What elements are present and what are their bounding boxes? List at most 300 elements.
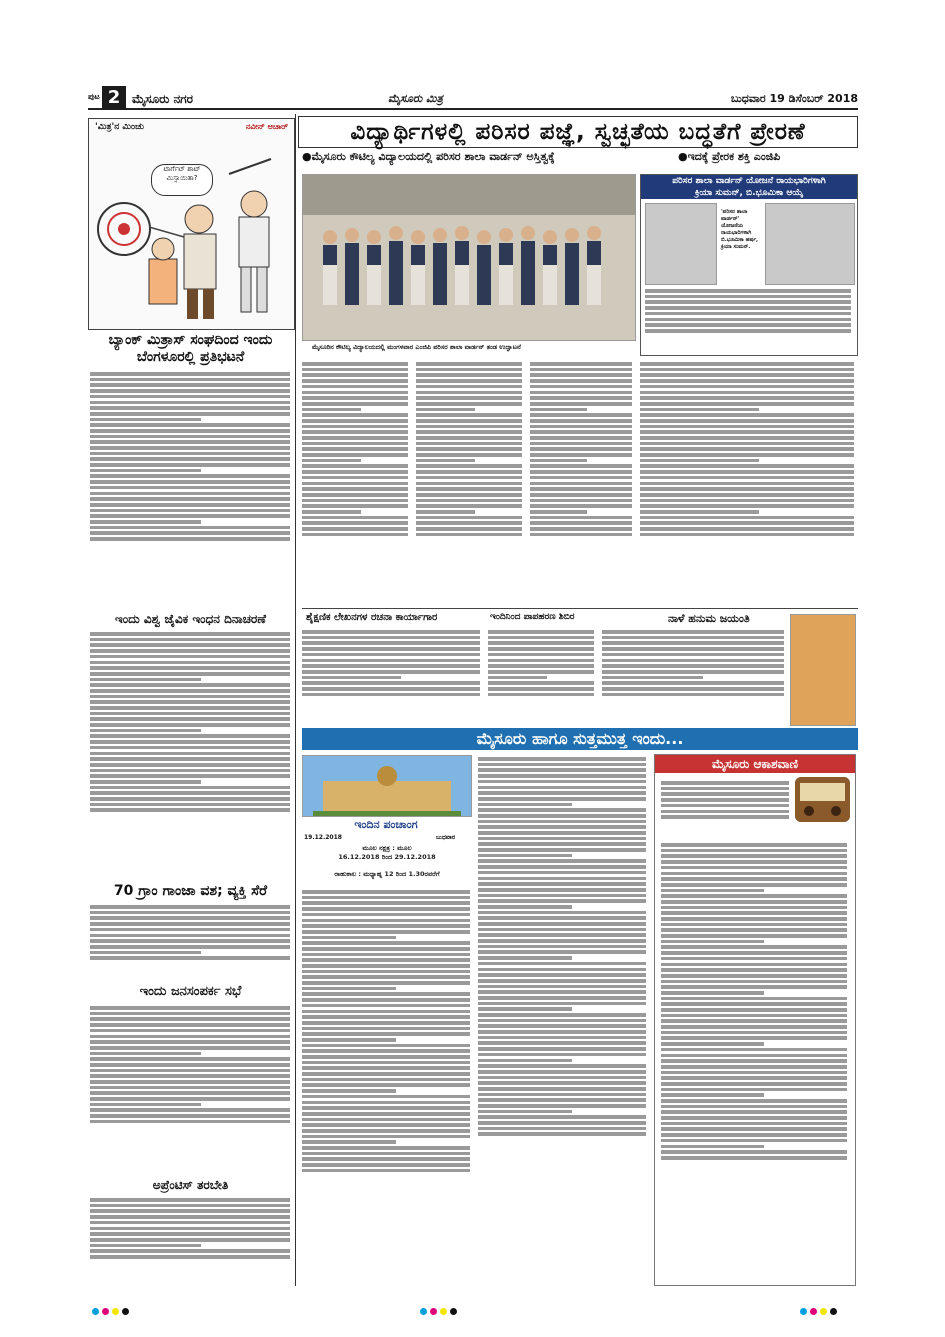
text-line bbox=[90, 763, 290, 767]
text-line bbox=[416, 499, 522, 503]
text-line bbox=[661, 1036, 847, 1040]
text-line bbox=[90, 378, 290, 382]
text-line bbox=[478, 945, 646, 949]
text-line bbox=[90, 1069, 290, 1073]
text-line bbox=[645, 318, 851, 322]
text-line bbox=[416, 447, 522, 451]
main-body-col1 bbox=[302, 360, 410, 605]
text-line bbox=[302, 647, 480, 651]
text-line bbox=[661, 860, 847, 864]
text-line bbox=[90, 1249, 290, 1253]
text-line bbox=[478, 973, 646, 977]
text-line bbox=[302, 681, 480, 685]
panchanga-rahukala: ರಾಹುಕಾಲ : ಮಧ್ಯಾಹ್ನ 12 ರಿಂದ 1.30ರವರೆಗೆ bbox=[334, 870, 440, 878]
text-line bbox=[90, 435, 290, 439]
text-line bbox=[302, 1066, 470, 1070]
text-line bbox=[661, 1014, 847, 1018]
text-line bbox=[478, 780, 646, 784]
text-line bbox=[90, 808, 290, 812]
text-line bbox=[90, 1035, 290, 1039]
radio-icon bbox=[795, 777, 850, 822]
text-line bbox=[530, 402, 632, 406]
text-line bbox=[416, 482, 522, 486]
camp-title: ಇಂದಿನಿಂದ ಪಾಪಹರಣ ಶಿಬಿರ bbox=[490, 612, 575, 622]
text-line bbox=[90, 678, 201, 682]
events-col1 bbox=[302, 888, 472, 1284]
text-line bbox=[661, 866, 847, 870]
text-line bbox=[478, 803, 572, 807]
text-line bbox=[661, 1002, 847, 1006]
text-line bbox=[645, 312, 851, 316]
text-line bbox=[661, 963, 847, 967]
text-line bbox=[661, 997, 847, 1001]
text-line bbox=[416, 527, 522, 531]
text-line bbox=[478, 1132, 646, 1136]
text-line bbox=[90, 526, 290, 530]
text-line bbox=[90, 1120, 290, 1124]
text-line bbox=[90, 492, 290, 496]
text-line bbox=[661, 894, 847, 898]
text-line bbox=[302, 499, 408, 503]
text-line bbox=[661, 787, 789, 791]
text-line bbox=[530, 408, 587, 412]
column-divider bbox=[295, 114, 296, 1286]
text-line bbox=[478, 848, 646, 852]
text-line bbox=[416, 504, 522, 508]
text-line bbox=[90, 418, 201, 422]
text-line bbox=[90, 1063, 290, 1067]
cartoon-box bbox=[88, 118, 295, 330]
text-line bbox=[478, 996, 646, 1000]
text-line bbox=[90, 1052, 201, 1056]
text-line bbox=[602, 687, 784, 691]
text-line bbox=[302, 687, 480, 691]
text-line bbox=[302, 670, 480, 674]
text-line bbox=[478, 916, 646, 920]
text-line bbox=[90, 429, 290, 433]
text-line bbox=[302, 1118, 470, 1122]
text-line bbox=[488, 630, 594, 634]
text-line bbox=[416, 493, 522, 497]
text-line bbox=[416, 516, 522, 520]
text-line bbox=[478, 1121, 646, 1125]
text-line bbox=[302, 936, 396, 940]
cartoon-title: 'ಮಿತ್ರ'ನ ಮಿಂಚು bbox=[95, 122, 145, 132]
text-line bbox=[478, 768, 646, 772]
text-line bbox=[478, 1007, 572, 1011]
text-line bbox=[478, 1110, 572, 1114]
text-line bbox=[302, 907, 470, 911]
group-photo-caption: ಮೈಸೂರಿನ ಕೌಟಿಲ್ಯ ವಿದ್ಯಾಲಯದಲ್ಲಿ ಮಂಗಳವಾರ ಎಂಜಿಪಿ ಪರಿಸರ ಶಾಲಾ ವಾರ್ಡನ್ ತಂಡ ಉದ್ಘಾಟನೆ bbox=[312, 343, 521, 351]
text-line bbox=[530, 368, 632, 372]
text-line bbox=[302, 664, 480, 668]
text-line bbox=[530, 510, 587, 514]
text-line bbox=[661, 1088, 847, 1092]
text-line bbox=[90, 1255, 290, 1259]
text-line bbox=[661, 1156, 847, 1160]
text-line bbox=[530, 527, 632, 531]
text-line bbox=[416, 436, 522, 440]
text-line bbox=[90, 1103, 201, 1107]
dot-yellow bbox=[820, 1308, 827, 1315]
main-body-col4 bbox=[640, 360, 856, 605]
text-line bbox=[530, 447, 632, 451]
text-line bbox=[90, 1097, 290, 1101]
text-line bbox=[302, 1140, 396, 1144]
text-line bbox=[302, 402, 408, 406]
text-line bbox=[302, 970, 470, 974]
text-line bbox=[90, 423, 290, 427]
text-line bbox=[302, 1038, 396, 1042]
text-line bbox=[90, 509, 290, 513]
akashavani-box bbox=[654, 754, 856, 1286]
text-line bbox=[661, 1042, 764, 1046]
text-line bbox=[302, 641, 480, 645]
text-line bbox=[478, 1087, 646, 1091]
text-line bbox=[478, 882, 646, 886]
text-line bbox=[90, 531, 290, 535]
workshop-body bbox=[302, 628, 482, 723]
hanuman-image bbox=[790, 614, 856, 726]
text-line bbox=[302, 1135, 470, 1139]
text-line bbox=[90, 446, 290, 450]
text-line bbox=[640, 430, 854, 434]
text-line bbox=[661, 1082, 847, 1086]
text-line bbox=[302, 487, 408, 491]
text-line bbox=[90, 1046, 290, 1050]
text-line bbox=[640, 453, 854, 457]
text-line bbox=[90, 1209, 290, 1213]
text-line bbox=[90, 520, 201, 524]
text-line bbox=[302, 442, 408, 446]
text-line bbox=[530, 436, 632, 440]
text-line bbox=[302, 470, 408, 474]
text-line bbox=[530, 493, 632, 497]
text-line bbox=[302, 368, 408, 372]
text-line bbox=[416, 464, 522, 468]
text-line bbox=[90, 911, 290, 915]
ambassador-title-line2: ಕ್ರಿಯಾ ಸುಮನ್, ಬಿ.ಭೂಮಿಕಾ ಆಯ್ಕೆ bbox=[694, 188, 804, 198]
text-line bbox=[90, 1232, 290, 1236]
text-line bbox=[90, 474, 290, 478]
text-line bbox=[302, 1101, 470, 1105]
text-line bbox=[416, 533, 522, 537]
text-line bbox=[302, 919, 470, 923]
text-line bbox=[90, 1029, 290, 1033]
text-line bbox=[90, 643, 290, 647]
text-line bbox=[640, 396, 854, 400]
main-headline: ವಿದ್ಯಾರ್ಥಿಗಳಲ್ಲಿ ಪರಿಸರ ಪಜ್ಞೆ, ಸ್ವಚ್ಛತೆಯ ಬದ್ಧತೆಗೆ ಪ್ರೇರಣೆ bbox=[298, 116, 858, 148]
text-line bbox=[90, 463, 290, 467]
text-line bbox=[90, 1238, 290, 1242]
text-line bbox=[478, 922, 646, 926]
text-line bbox=[302, 533, 408, 537]
text-line bbox=[645, 323, 851, 327]
text-line bbox=[602, 664, 784, 668]
text-line bbox=[302, 476, 408, 480]
text-line bbox=[478, 871, 646, 875]
text-line bbox=[478, 1081, 646, 1085]
text-line bbox=[530, 425, 632, 429]
text-line bbox=[302, 947, 470, 951]
text-line bbox=[488, 687, 594, 691]
workshop-title: ಶೈಕ್ಷಣಿಕ ಲೇಖನಗಳ ರಚನಾ ಕಾರ್ಯಾಗಾರ bbox=[306, 612, 438, 623]
issue-date: ಬುಧವಾರ 19 ಡಿಸೆಂಬರ್ 2018 bbox=[730, 92, 858, 105]
dot-cyan bbox=[92, 1308, 99, 1315]
text-line bbox=[661, 968, 847, 972]
text-line bbox=[90, 712, 290, 716]
text-line bbox=[661, 810, 789, 814]
text-line bbox=[488, 676, 547, 680]
text-line bbox=[302, 1004, 470, 1008]
text-line bbox=[478, 1002, 646, 1006]
text-line bbox=[478, 990, 646, 994]
article-title-bank-mitras: ಬ್ಯಾಂಕ್ ಮಿತ್ರಾಸ್ ಸಂಘದಿಂದ ಇಂದು ಬೆಂಗಳೂರಲ್ಲಿ ಪ್ರತಿಭಟನೆ bbox=[108, 332, 273, 365]
text-line bbox=[90, 503, 290, 507]
text-line bbox=[302, 373, 408, 377]
text-line bbox=[90, 661, 290, 665]
text-line bbox=[661, 940, 764, 944]
text-line bbox=[640, 368, 854, 372]
text-line bbox=[302, 504, 408, 508]
text-line bbox=[661, 1076, 847, 1080]
ambassador-title bbox=[641, 175, 857, 199]
text-line bbox=[530, 533, 632, 537]
text-line bbox=[90, 1080, 290, 1084]
text-line bbox=[488, 636, 594, 640]
text-line bbox=[640, 464, 854, 468]
text-line bbox=[661, 934, 847, 938]
text-line bbox=[302, 964, 470, 968]
text-line bbox=[661, 1019, 847, 1023]
text-line bbox=[416, 487, 522, 491]
text-line bbox=[640, 516, 854, 520]
text-line bbox=[478, 831, 646, 835]
text-line bbox=[661, 843, 847, 847]
text-line bbox=[90, 780, 201, 784]
text-line bbox=[530, 396, 632, 400]
text-line bbox=[302, 630, 480, 634]
text-line bbox=[302, 896, 470, 900]
text-line bbox=[661, 781, 789, 785]
student-photo-2 bbox=[765, 203, 855, 285]
text-line bbox=[302, 493, 408, 497]
text-line bbox=[530, 482, 632, 486]
text-line bbox=[602, 641, 784, 645]
text-line bbox=[90, 440, 290, 444]
text-line bbox=[530, 464, 632, 468]
text-line bbox=[90, 791, 290, 795]
text-line bbox=[416, 430, 522, 434]
akashavani-schedule bbox=[661, 841, 849, 1281]
text-line bbox=[645, 289, 851, 293]
masthead: ಮೈಸೂರು ಮಿತ್ರ bbox=[388, 92, 443, 105]
text-line bbox=[302, 385, 408, 389]
text-line bbox=[90, 383, 290, 387]
text-line bbox=[90, 497, 290, 501]
text-line bbox=[478, 786, 646, 790]
text-line bbox=[416, 510, 475, 514]
text-line bbox=[90, 649, 290, 653]
text-line bbox=[530, 504, 632, 508]
akashavani-title: ಮೈಸೂರು ಆಕಾಶವಾಣಿ bbox=[655, 755, 855, 773]
article-body-biofuel-day bbox=[90, 630, 292, 880]
text-line bbox=[478, 774, 646, 778]
group-photo bbox=[302, 174, 636, 341]
text-line bbox=[661, 798, 789, 802]
text-line bbox=[90, 514, 290, 518]
text-line bbox=[416, 368, 522, 372]
text-line bbox=[90, 717, 290, 721]
text-line bbox=[302, 930, 470, 934]
newspaper-page bbox=[88, 88, 858, 1288]
text-line bbox=[602, 636, 784, 640]
text-line bbox=[640, 533, 854, 537]
text-line bbox=[90, 1023, 290, 1027]
text-line bbox=[530, 470, 632, 474]
text-line bbox=[661, 849, 847, 853]
text-line bbox=[640, 385, 854, 389]
text-line bbox=[478, 865, 646, 869]
text-line bbox=[302, 941, 470, 945]
text-line bbox=[90, 1074, 290, 1078]
text-line bbox=[90, 1057, 290, 1061]
text-line bbox=[302, 987, 396, 991]
text-line bbox=[661, 1008, 847, 1012]
text-line bbox=[90, 797, 290, 801]
text-line bbox=[302, 1146, 470, 1150]
text-line bbox=[302, 953, 470, 957]
text-line bbox=[478, 1115, 646, 1119]
text-line bbox=[90, 922, 290, 926]
text-line bbox=[302, 676, 401, 680]
text-line bbox=[302, 510, 361, 514]
text-line bbox=[640, 470, 854, 474]
text-line bbox=[661, 923, 847, 927]
text-line bbox=[90, 700, 290, 704]
text-line bbox=[302, 1163, 470, 1167]
text-line bbox=[302, 1072, 470, 1076]
dot-magenta bbox=[810, 1308, 817, 1315]
ambassador-quote: 'ಪರಿಸರ ಶಾಲಾ ವಾರ್ಡನ್' ಯೋಜನೆಯ ರಾಯಭಾರಿಗಳಾಗಿ ಬಿ.ಭೂಮಿಕಾ ಹರ್ಷ, ಕ್ರಿಯಾ ಸುಮನ್. bbox=[721, 209, 759, 250]
text-line bbox=[416, 470, 522, 474]
text-line bbox=[478, 763, 646, 767]
text-line bbox=[90, 729, 201, 733]
camp-body bbox=[488, 628, 596, 723]
text-line bbox=[640, 391, 854, 395]
text-line bbox=[302, 1010, 470, 1014]
text-line bbox=[302, 1112, 470, 1116]
text-line bbox=[640, 362, 854, 366]
text-line bbox=[416, 396, 522, 400]
text-line bbox=[478, 859, 646, 863]
text-line bbox=[478, 933, 646, 937]
cartoon-author: ನವೀನ್ ಆಚಾರ್ bbox=[245, 122, 288, 131]
text-line bbox=[661, 991, 764, 995]
text-line bbox=[90, 1204, 290, 1208]
text-line bbox=[302, 1089, 396, 1093]
ambassador-body bbox=[645, 287, 853, 351]
palace-illustration bbox=[303, 756, 471, 816]
text-line bbox=[640, 379, 854, 383]
text-line bbox=[661, 1110, 847, 1114]
text-line bbox=[661, 974, 847, 978]
text-line bbox=[661, 877, 847, 881]
text-line bbox=[302, 430, 408, 434]
text-line bbox=[478, 808, 646, 812]
text-line bbox=[478, 1127, 646, 1131]
text-line bbox=[302, 408, 361, 412]
text-line bbox=[488, 659, 594, 663]
subhead-right: ●ಇದಕ್ಕೆ ಪ್ರೇರಕ ಶಕ್ತಿ ಎಂಜಿಪಿ bbox=[678, 150, 781, 163]
text-line bbox=[302, 1049, 470, 1053]
text-line bbox=[478, 814, 646, 818]
text-line bbox=[661, 1116, 847, 1120]
text-line bbox=[302, 453, 408, 457]
text-line bbox=[530, 453, 632, 457]
article-title-biofuel-day: ಇಂದು ವಿಶ್ವ ಜೈವಿಕ ಇಂಧನ ದಿನಾಚರಣೆ bbox=[114, 612, 267, 626]
panchanga-range: 16.12.2018 ರಿಂದ 29.12.2018 bbox=[338, 853, 436, 861]
text-line bbox=[478, 842, 646, 846]
text-line bbox=[478, 950, 646, 954]
footer-dots-right bbox=[800, 1300, 840, 1308]
text-line bbox=[90, 905, 290, 909]
text-line bbox=[661, 815, 789, 819]
text-line bbox=[90, 934, 290, 938]
text-line bbox=[661, 1150, 847, 1154]
subhead-left: ●ಮೈಸೂರು ಕೌಟಿಲ್ಯ ವಿದ್ಯಾಲಯದಲ್ಲಿ ಪರಿಸರ ಶಾಲಾ ವಾರ್ಡನ್ ಅಸ್ತಿತ್ವಕ್ಕೆ bbox=[302, 150, 555, 163]
panchanga-day: ಬುಧವಾರ bbox=[436, 834, 455, 841]
text-line bbox=[302, 1027, 470, 1031]
text-line bbox=[478, 985, 646, 989]
text-line bbox=[530, 362, 632, 366]
text-line bbox=[416, 425, 522, 429]
text-line bbox=[640, 504, 854, 508]
text-line bbox=[90, 928, 290, 932]
text-line bbox=[640, 499, 854, 503]
text-line bbox=[90, 774, 290, 778]
events-strip: ಮೈಸೂರು ಹಾಗೂ ಸುತ್ತಮುತ್ತ ಇಂದು... bbox=[302, 728, 858, 750]
dot-magenta bbox=[430, 1308, 437, 1315]
text-line bbox=[90, 632, 290, 636]
panchanga-nakshatra: ಮೂಲ ನಕ್ಷತ್ರ : ಮೂಲ bbox=[362, 844, 412, 852]
section-title: ಮೈಸೂರು ನಗರ bbox=[132, 92, 194, 106]
text-line bbox=[640, 419, 854, 423]
text-line bbox=[416, 419, 522, 423]
text-line bbox=[302, 659, 480, 663]
text-line bbox=[90, 1227, 290, 1231]
text-line bbox=[640, 425, 854, 429]
text-line bbox=[478, 968, 646, 972]
article-title-ganja: 70 ಗ್ರಾಂ ಗಾಂಜಾ ವಶ; ವ್ಯಕ್ತಿ ಸೆರೆ bbox=[113, 883, 268, 899]
text-line bbox=[530, 419, 632, 423]
text-line bbox=[90, 457, 290, 461]
text-line bbox=[416, 453, 522, 457]
text-line bbox=[90, 734, 290, 738]
text-line bbox=[416, 391, 522, 395]
text-line bbox=[302, 391, 408, 395]
text-line bbox=[478, 962, 646, 966]
text-line bbox=[302, 913, 470, 917]
events-col2 bbox=[478, 755, 648, 1284]
text-line bbox=[478, 1024, 646, 1028]
text-line bbox=[302, 1044, 470, 1048]
text-line bbox=[478, 1053, 646, 1057]
text-line bbox=[90, 1017, 290, 1021]
text-line bbox=[488, 647, 594, 651]
text-line bbox=[478, 1019, 646, 1023]
text-line bbox=[302, 447, 408, 451]
